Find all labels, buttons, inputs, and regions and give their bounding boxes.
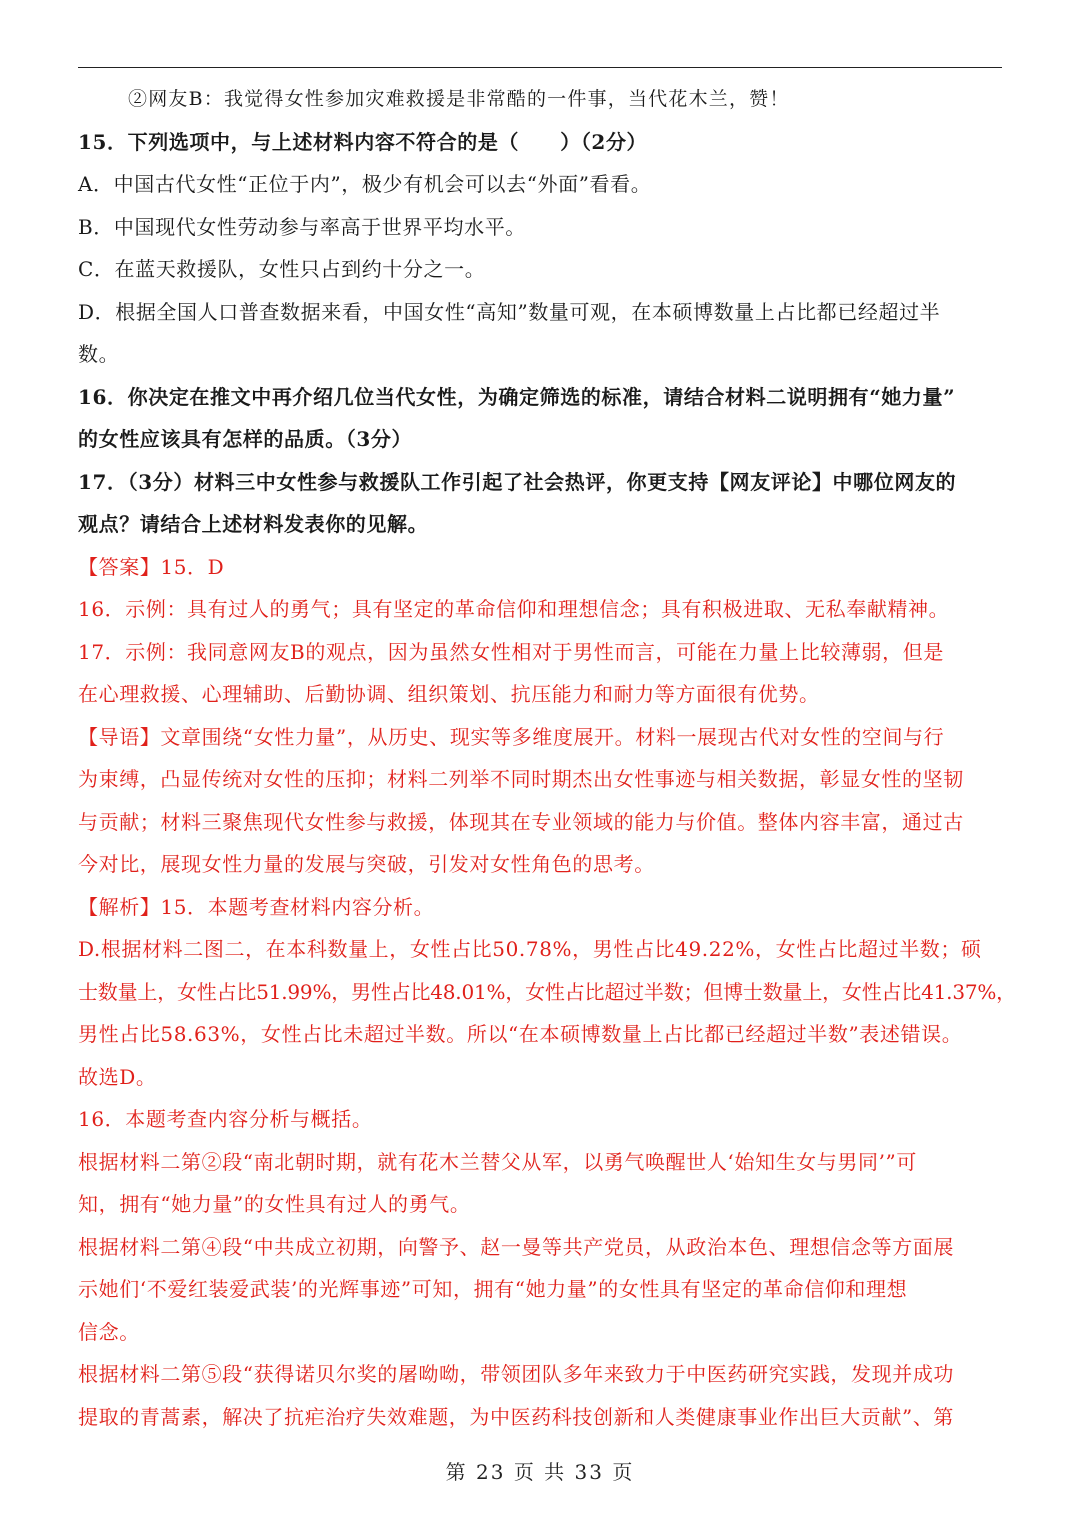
answer-17: 17．示例：我同意网友B的观点，因为虽然女性相对于男性而言，可能在力量上比较薄弱，但是 (78, 639, 944, 664)
question-16-cont: 的女性应该具有怎样的品质。（3分） (78, 427, 413, 451)
intro-line-1: 【导语】文章围绕“女性力量”，从历史、现实等多维度展开。材料一展现古代对女性的空间与行 (78, 724, 945, 749)
netizen-b-comment: ②网友B：我觉得女性参加灾难救援是非常酷的一件事，当代花木兰，赞！ (128, 88, 790, 110)
intro-line-2: 为束缚，凸显传统对女性的压抑；材料二列举不同时期杰出女性事迹与相关数据，彰显女性的坚韧 (78, 767, 964, 791)
answer-16: 16．示例：具有过人的勇气；具有坚定的革命信仰和理想信念；具有积极进取、无私奉献精神。 (78, 597, 950, 621)
option-b: B．中国现代女性劳动参与率高于世界平均水平。 (78, 214, 526, 239)
option-c: C．在蓝天救援队，女性只占到约十分之一。 (78, 257, 486, 281)
analysis-16-para5-line-2: 提取的青蒿素，解决了抗疟治疗失效难题，为中医药科技创新和人类健康事业作出巨大贡献”、第 (78, 1404, 955, 1429)
intro-line-3: 与贡献；材料三聚焦现代女性参与救援，体现其在专业领域的能力与价值。整体内容丰富，通过古 (78, 809, 964, 834)
analysis-16-heading: 16．本题考查内容分析与概括。 (78, 1107, 373, 1131)
question-17: 17．（3分）材料三中女性参与救援队工作引起了社会热评，你更支持【网友评论】中哪位网友的 (78, 469, 957, 494)
analysis-15-line-3: 男性占比58.63%，女性占比未超过半数。所以“在本硕博数量上占比都已经超过半数”表述错误。 (78, 1022, 963, 1046)
question-15: 15．下列选项中，与上述材料内容不符合的是（ ）（2分） (78, 129, 648, 154)
analysis-15-heading: 【解析】15．本题考查材料内容分析。 (78, 894, 435, 919)
page-content (78, 78, 1016, 1438)
analysis-16-para5-line-1: 根据材料二第⑤段“获得诺贝尔奖的屠呦呦，带领团队多年来致力于中医药研究实践，发现并成功 (78, 1362, 955, 1386)
analysis-15-conclusion: 故选D。 (78, 1064, 157, 1089)
analysis-16-para4-line-3: 信念。 (78, 1319, 140, 1344)
question-16: 16．你决定在推文中再介绍几位当代女性，为确定筛选的标准，请结合材料二说明拥有“她力量” (78, 384, 956, 409)
analysis-16-para2-line-2: 知，拥有“她力量”的女性具有过人的勇气。 (78, 1192, 471, 1216)
option-a: A．中国古代女性“正位于内”，极少有机会可以去“外面”看看。 (78, 172, 652, 196)
page-number: 第 23 页 共 33 页 (445, 1460, 635, 1484)
answer-15: 【答案】15．D (78, 554, 225, 579)
answer-17-cont: 在心理救援、心理辅助、后勤协调、组织策划、抗压能力和耐力等方面很有优势。 (78, 682, 820, 706)
header-rule (78, 67, 1002, 68)
analysis-16-para4-line-1: 根据材料二第④段“中共成立初期，向警予、赵一曼等共产党员，从政治本色、理想信念等方面展 (78, 1234, 955, 1259)
analysis-16-para4-line-2: 示她们‘不爱红装爱武装’的光辉事迹”可知，拥有“她力量”的女性具有坚定的革命信仰和理想 (78, 1277, 908, 1301)
question-17-cont: 观点？请结合上述材料发表你的见解。 (78, 512, 429, 536)
analysis-15-line-1: D.根据材料二图二，在本科数量上，女性占比50.78%，男性占比49.22%，女性占比超过半数；硕 (78, 937, 982, 961)
option-d-cont: 数。 (78, 342, 120, 366)
analysis-15-line-2: 士数量上，女性占比51.99%，男性占比48.01%，女性占比超过半数；但博士数量上，女性占比41.37%， (78, 979, 1016, 1004)
analysis-16-para2-line-1: 根据材料二第②段“南北朝时期，就有花木兰替父从军，以勇气唤醒世人‘始知生女与男同’”可 (78, 1149, 917, 1174)
option-d: D．根据全国人口普查数据来看，中国女性“高知”数量可观，在本硕博数量上占比都已经超过半 (78, 299, 941, 324)
intro-line-4: 今对比，展现女性力量的发展与突破，引发对女性角色的思考。 (78, 852, 655, 876)
